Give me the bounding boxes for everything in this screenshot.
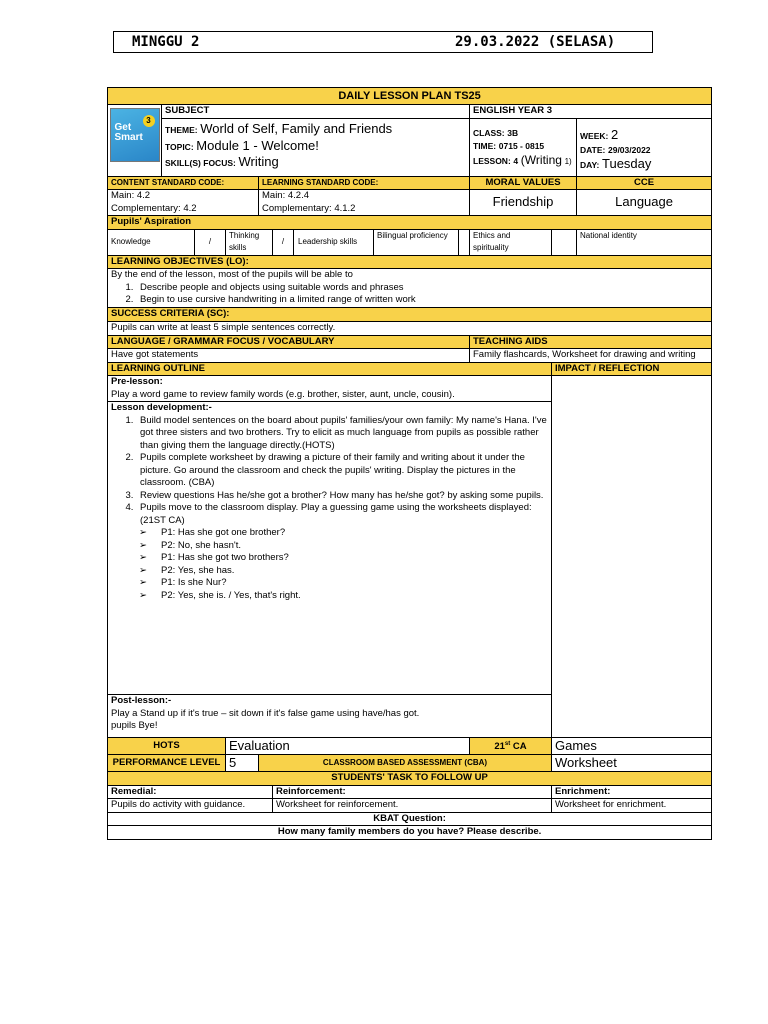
content-main: Main: 4.2: [111, 190, 151, 201]
impact-reflection-area: [552, 376, 712, 738]
skill-value: Writing: [238, 153, 279, 169]
aspiration-bilingual: Bilingual proficiency: [374, 230, 459, 255]
lesson-development-cell: [108, 402, 552, 695]
date-label: DATE:: [580, 144, 606, 155]
dialog-line: ➢ P2: No, she hasn't.: [161, 540, 548, 553]
lesson-plan-table: [107, 87, 712, 840]
book-title: Get Smart: [114, 122, 143, 143]
post-lesson-cell: [108, 695, 552, 738]
lo-content: [108, 269, 712, 308]
21st-ca-value: Games: [552, 738, 712, 755]
time-value: 0715 - 0815: [498, 141, 545, 151]
dialog-line: ➢ P2: Yes, she is. / Yes, that's right.: [161, 590, 548, 603]
lesson-writing-number: 1): [564, 156, 572, 166]
topic-label: TOPIC:: [165, 141, 194, 152]
post-lesson-text: Play a Stand up if it's true – sit down if it's false game using have/has got.: [111, 707, 420, 719]
day-label: DAY:: [580, 159, 600, 170]
learning-standard-value: [259, 190, 470, 216]
post-lesson-text-2: pupils Bye!: [111, 720, 158, 731]
reinforcement-label: Reinforcement:: [273, 785, 552, 799]
lo-item: 1. Describe people and objects using suitable words and phrases: [136, 282, 708, 295]
week-date-header: [113, 31, 653, 53]
21st-ca-suffix: CA: [510, 741, 527, 753]
21st-ca-sup: st: [504, 741, 511, 748]
cce-value: Language: [577, 190, 712, 216]
class-value: 3B: [507, 127, 519, 138]
aspiration-label: Pupils' Aspiration: [108, 216, 712, 230]
sc-label: SUCCESS CRITERIA (SC):: [108, 308, 712, 322]
week-date-day-cell: [577, 118, 712, 176]
pre-lesson-cell: [108, 376, 552, 402]
lo-label: LEARNING OBJECTIVES (LO):: [108, 255, 712, 269]
learning-complementary: Complementary: 4.1.2: [262, 202, 356, 214]
development-step: 4. Pupils move to the classroom display. Play a guessing game using the worksheets displayed: (21ST CA): [136, 502, 548, 527]
moral-value: Friendship: [470, 190, 577, 216]
development-step: 2. Pupils complete worksheet by drawing a picture of their family and writing about it under the picture. Go around the classroom and check the pupils' writing. Display the pictures in the classroom. (CBA): [136, 452, 548, 490]
aspiration-thinking: Thinking skills: [226, 229, 273, 255]
day-value: Tuesday: [602, 155, 652, 171]
development-step: 3. Review questions Has he/she got a brother? How many has he/she got? by asking some pupils.: [136, 490, 548, 503]
content-standard-label: CONTENT STANDARD CODE:: [108, 176, 259, 190]
book-number: 3: [143, 115, 155, 127]
language-focus-value: Have got statements: [108, 349, 470, 363]
week-label: WEEK:: [580, 130, 609, 141]
sc-value: Pupils can write at least 5 simple sentences correctly.: [108, 321, 712, 335]
aspiration-ethics: Ethics and spirituality: [470, 229, 552, 255]
aspiration-thinking-group: [273, 229, 374, 255]
cba-label: CLASSROOM BASED ASSESSMENT (CBA): [259, 755, 552, 772]
lesson-development-label: Lesson development:-: [111, 402, 212, 413]
lesson-label: LESSON:: [473, 155, 511, 166]
learning-outline-label: LEARNING OUTLINE: [108, 362, 552, 376]
topic-value: Module 1 - Welcome!: [196, 137, 319, 153]
aspiration-thinking-mark: /: [273, 230, 294, 255]
learning-standard-label: LEARNING STANDARD CODE:: [259, 176, 470, 190]
hots-label: HOTS: [108, 738, 226, 755]
hots-value: Evaluation: [226, 738, 470, 755]
class-label: CLASS:: [473, 127, 505, 138]
subject-label: SUBJECT: [162, 105, 470, 119]
content-standard-value: [108, 190, 259, 216]
dialog-line: ➢ P2: Yes, she has.: [161, 565, 548, 578]
aspiration-bilingual-mark: [459, 230, 469, 255]
remedial-label: Remedial:: [108, 785, 273, 799]
cba-value: Worksheet: [552, 755, 712, 772]
lesson-writing: (Writing: [520, 152, 562, 167]
enrichment-label: Enrichment:: [552, 785, 712, 799]
lesson-number: 4: [513, 155, 519, 166]
dialog-line: ➢ P1: Has she got two brothers?: [161, 552, 548, 565]
remedial-value: Pupils do activity with guidance.: [108, 799, 273, 813]
date-heading: 29.03.2022 (SELASA): [455, 34, 616, 50]
reinforcement-value: Worksheet for reinforcement.: [273, 799, 552, 813]
development-step: 1. Build model sentences on the board about pupils' families/your own family: My name's Hana. I've got three sisters and two brothers. Try to elicit as much language from pupils as possible rather than giving them the language directly.(HOTS): [136, 415, 548, 453]
impact-reflection-label: IMPACT / REFLECTION: [552, 362, 712, 376]
dialog-line: ➢ P1: Has she got one brother?: [161, 527, 548, 540]
21st-ca-number: 21: [494, 741, 505, 753]
theme-value: World of Self, Family and Friends: [200, 120, 393, 136]
aspiration-national: National identity: [577, 229, 712, 255]
lo-item: 2. Begin to use cursive handwriting in a limited range of written work: [136, 294, 708, 307]
aspiration-ethics-mark: [552, 229, 577, 255]
subject-value: ENGLISH YEAR 3: [470, 105, 712, 119]
cce-label: CCE: [577, 176, 712, 190]
post-lesson-label: Post-lesson:-: [111, 695, 172, 706]
kbat-label: KBAT Question:: [108, 812, 712, 826]
lo-intro: By the end of the lesson, most of the pupils will be able to: [111, 269, 353, 280]
moral-values-label: MORAL VALUES: [470, 176, 577, 190]
pre-lesson-text: Play a word game to review family words (e.g. brother, sister, aunt, uncle, cousin).: [111, 388, 455, 400]
content-complementary: Complementary: 4.2: [111, 202, 197, 214]
kbat-question: How many family members do you have? Please describe.: [108, 826, 712, 840]
week-value: 2: [610, 126, 619, 142]
theme-label: THEME:: [165, 124, 198, 135]
teaching-aids-value: Family flashcards, Worksheet for drawing and writing: [470, 349, 712, 363]
aspiration-knowledge: Knowledge: [108, 229, 195, 255]
performance-level-label: PERFORMANCE LEVEL: [108, 755, 226, 772]
week-heading: MINGGU 2: [132, 34, 200, 50]
21st-ca-label: [470, 738, 552, 755]
language-focus-label: LANGUAGE / GRAMMAR FOCUS / VOCABULARY: [108, 335, 470, 349]
enrichment-value: Worksheet for enrichment.: [552, 799, 712, 813]
book-cover-cell: [108, 105, 162, 177]
time-label: TIME:: [473, 141, 497, 151]
teaching-aids-label: TEACHING AIDS: [470, 335, 712, 349]
theme-topic-skill-cell: [162, 118, 470, 176]
class-time-lesson-cell: [470, 118, 577, 176]
aspiration-leadership: Leadership skills: [298, 236, 358, 246]
get-smart-book-cover-icon: [110, 108, 160, 162]
learning-main: Main: 4.2.4: [262, 190, 309, 201]
aspiration-knowledge-mark: /: [195, 229, 226, 255]
date-value: 29/03/2022: [607, 144, 651, 155]
performance-level-value: 5: [226, 755, 259, 772]
students-task-label: STUDENTS' TASK TO FOLLOW UP: [108, 772, 712, 786]
plan-title: DAILY LESSON PLAN TS25: [108, 88, 712, 105]
pre-lesson-label: Pre-lesson:: [111, 376, 163, 387]
aspiration-bilingual-group: [374, 229, 470, 255]
dialog-line: ➢ P1: Is she Nur?: [161, 577, 548, 590]
skill-label: SKILL(S) FOCUS:: [165, 157, 236, 168]
